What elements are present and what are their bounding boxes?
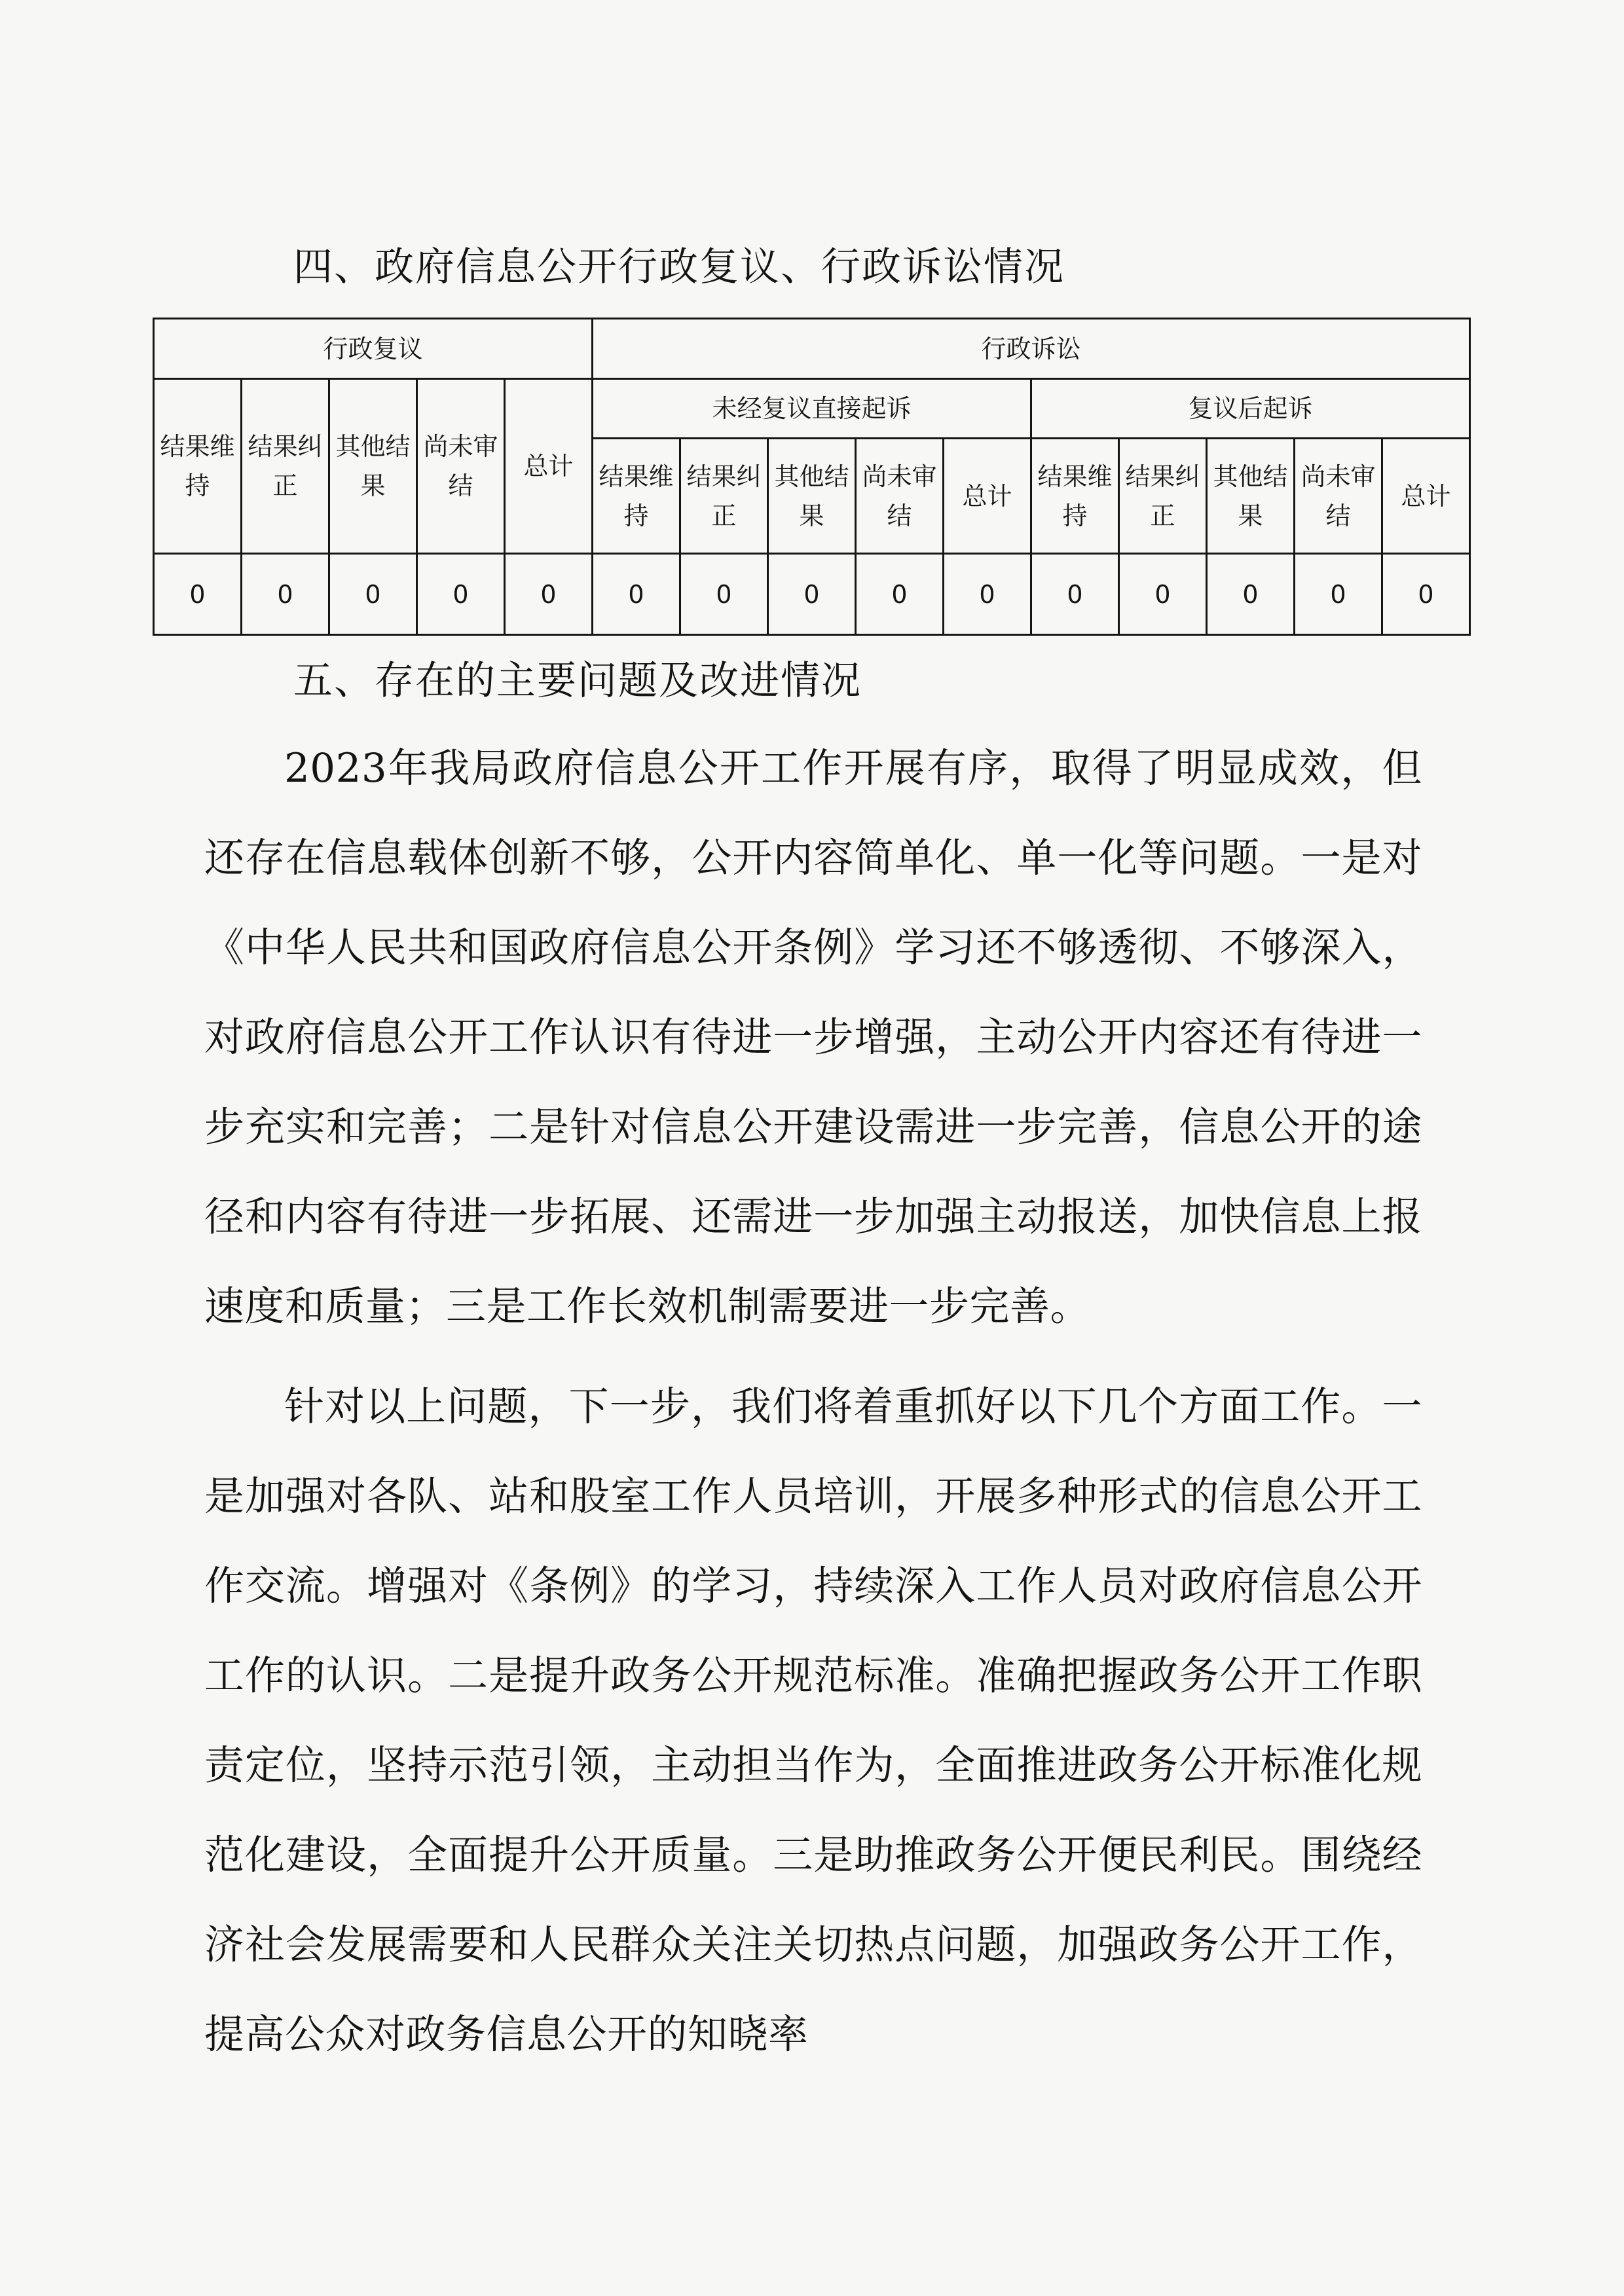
review-value-total: 0 bbox=[505, 554, 593, 635]
problems-paragraph: 2023年我局政府信息公开工作开展有序，取得了明显成效，但还存在信息载体创新不够，公开内容简单化、单一化等问题。一是对《中华人民共和国政府信息公开条例》学习还不够透彻、不够深入，对政府信息公开工作认识有待进一步增强，主动公开内容还有待进一步充实和完善；二是针对信息公开建设需进一步完善，信息公开的途径和内容有待进一步拓展、还需进一步加强主动报送，加快信息上报速度和质量；三是工作长效机制需要进一步完善。 bbox=[204, 745, 1422, 1330]
review-col-other: 其他结果 bbox=[329, 379, 417, 554]
after-review-suit-header: 复议后起诉 bbox=[1031, 379, 1470, 439]
after-review-value-upheld: 0 bbox=[1031, 554, 1119, 635]
section-4-heading: 四、政府信息公开行政复议、行政诉讼情况 bbox=[293, 244, 1065, 290]
review-value-upheld: 0 bbox=[154, 554, 242, 635]
after-review-col-upheld: 结果维持 bbox=[1031, 439, 1119, 554]
review-value-corrected: 0 bbox=[242, 554, 329, 635]
after-review-value-corrected: 0 bbox=[1119, 554, 1207, 635]
after-review-col-pending: 尚未审结 bbox=[1295, 439, 1382, 554]
direct-col-other: 其他结果 bbox=[768, 439, 856, 554]
review-value-pending: 0 bbox=[417, 554, 505, 635]
direct-value-other: 0 bbox=[768, 554, 856, 635]
review-col-upheld: 结果维持 bbox=[154, 379, 242, 554]
direct-value-pending: 0 bbox=[856, 554, 944, 635]
review-header: 行政复议 bbox=[154, 319, 593, 379]
direct-col-corrected: 结果纠正 bbox=[680, 439, 768, 554]
review-col-pending: 尚未审结 bbox=[417, 379, 505, 554]
after-review-value-pending: 0 bbox=[1295, 554, 1382, 635]
improvements-paragraph: 针对以上问题，下一步，我们将着重抓好以下几个方面工作。一是加强对各队、站和股室工作人员培训，开展多种形式的信息公开工作交流。增强对《条例》的学习，持续深入工作人员对政府信息公开工作的认识。二是提升政务公开规范标准。准确把握政务公开工作职责定位，坚持示范引领，主动担当作为，全面推进政务公开标准化规范化建设，全面提升公开质量。三是助推政务公开便民利民。围绕经济社会发展需要和人民群众关注关切热点问题，加强政务公开工作，提高公众对政务信息公开的知晓率 bbox=[204, 1383, 1422, 2058]
review-col-total: 总计 bbox=[505, 379, 593, 554]
litigation-header: 行政诉讼 bbox=[593, 319, 1470, 379]
direct-col-pending: 尚未审结 bbox=[856, 439, 944, 554]
section-5-heading: 五、存在的主要问题及改进情况 bbox=[293, 658, 862, 704]
direct-value-corrected: 0 bbox=[680, 554, 768, 635]
direct-value-total: 0 bbox=[944, 554, 1031, 635]
after-review-value-total: 0 bbox=[1382, 554, 1470, 635]
after-review-value-other: 0 bbox=[1207, 554, 1295, 635]
direct-col-upheld: 结果维持 bbox=[593, 439, 680, 554]
review-value-other: 0 bbox=[329, 554, 417, 635]
review-col-corrected: 结果纠正 bbox=[242, 379, 329, 554]
after-review-col-corrected: 结果纠正 bbox=[1119, 439, 1207, 554]
after-review-col-other: 其他结果 bbox=[1207, 439, 1295, 554]
direct-value-upheld: 0 bbox=[593, 554, 680, 635]
after-review-col-total: 总计 bbox=[1382, 439, 1470, 554]
direct-col-total: 总计 bbox=[944, 439, 1031, 554]
review-litigation-table bbox=[153, 318, 1471, 636]
direct-suit-header: 未经复议直接起诉 bbox=[593, 379, 1031, 439]
